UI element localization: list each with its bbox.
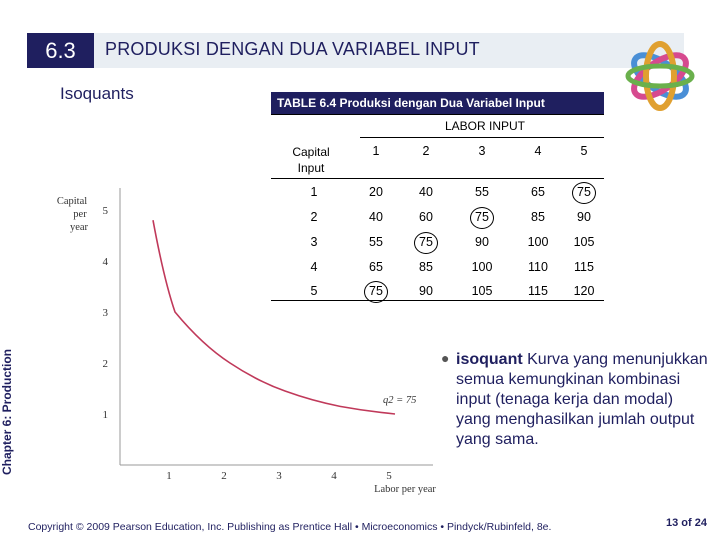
x-tick-label: 1 (166, 470, 172, 482)
output-cell: 75 (369, 284, 383, 298)
x-tick-label: 3 (276, 470, 282, 482)
output-cell: 90 (419, 284, 433, 298)
capital-input-heading: Capital Input (292, 145, 330, 175)
slide-subtitle: Isoquants (60, 84, 134, 103)
y-axis-label-line1: Capital (56, 196, 88, 207)
y-tick-label: 5 (102, 205, 108, 217)
output-cell: 115 (574, 260, 594, 274)
output-cell: 100 (527, 235, 549, 249)
output-cell: 100 (471, 260, 493, 274)
output-cell: 65 (531, 185, 545, 199)
isoquant-curve (153, 220, 395, 414)
output-cell: 85 (531, 210, 545, 224)
slide-title: PRODUKSI DENGAN DUA VARIABEL INPUT (105, 39, 480, 59)
output-cell: 40 (369, 210, 383, 224)
x-tick-label: 5 (386, 470, 392, 482)
output-cell: 55 (475, 185, 489, 199)
output-cell: 90 (475, 235, 489, 249)
capital-level-cell: 4 (310, 260, 318, 274)
y-tick-label: 4 (102, 256, 108, 268)
curve-label: q2 = 75 (383, 395, 417, 406)
y-axis-label-line2: per (73, 209, 87, 220)
output-cell: 75 (419, 235, 433, 249)
table-rule-top (271, 114, 604, 115)
output-cell: 60 (419, 210, 433, 224)
y-tick-label: 3 (102, 307, 108, 319)
isoquant-term: isoquant (456, 351, 523, 368)
copyright-footer: Copyright © 2009 Pearson Education, Inc. Publishing as Prentice Hall • Microeconomics • Pindyck/Rubinfeld, 8e. (28, 521, 552, 533)
labor-level-header: 1 (372, 144, 380, 158)
rings-logo-icon (618, 30, 702, 122)
labor-level-header: 4 (534, 144, 542, 158)
page-number: 13 of 24 (666, 517, 707, 529)
output-cell: 75 (577, 185, 591, 199)
labor-level-header: 2 (422, 144, 430, 158)
labor-level-header: 5 (580, 144, 588, 158)
output-cell: 90 (577, 210, 591, 224)
table-header-rule (271, 178, 604, 179)
output-cell: 55 (369, 235, 383, 249)
capital-level-cell: 1 (310, 185, 318, 199)
output-cell: 20 (369, 185, 383, 199)
x-tick-label: 4 (331, 470, 337, 482)
x-axis-label: Labor per year (374, 484, 436, 495)
y-axis-label-line3: year (69, 222, 89, 233)
highlight-ring (470, 207, 494, 229)
labor-heading-rule (360, 137, 604, 138)
capital-level-cell: 5 (310, 284, 318, 298)
y-tick-label: 1 (102, 409, 108, 421)
output-cell: 40 (419, 185, 433, 199)
y-tick-label: 2 (102, 358, 108, 370)
x-tick-label: 2 (221, 470, 227, 482)
output-cell: 105 (573, 235, 595, 249)
output-cell: 85 (419, 260, 433, 274)
labor-input-heading: LABOR INPUT (444, 119, 525, 133)
isoquant-graph (48, 180, 438, 500)
output-cell: 105 (471, 284, 493, 298)
table-caption: TABLE 6.4 Produksi dengan Dua Variabel Input (271, 92, 604, 114)
output-cell: 120 (573, 284, 595, 298)
output-cell: 75 (475, 210, 489, 224)
definition-text: Kurva yang menunjukkan semua kemungkinan kombinasi input (tenaga kerja dan modal) yang menghasilkan jumlah output yang sama. (456, 351, 708, 448)
section-number: 6.3 (27, 33, 94, 68)
capital-level-cell: 2 (310, 210, 318, 224)
chapter-side-label: Chapter 6: Production (0, 348, 14, 475)
output-cell: 115 (528, 284, 548, 298)
highlight-ring (572, 182, 596, 204)
isoquant-definition (456, 350, 711, 450)
output-cell: 110 (528, 260, 548, 274)
capital-level-cell: 3 (310, 235, 318, 249)
bullet-icon: ● (441, 350, 450, 366)
labor-level-header: 3 (478, 144, 486, 158)
output-cell: 65 (369, 260, 383, 274)
